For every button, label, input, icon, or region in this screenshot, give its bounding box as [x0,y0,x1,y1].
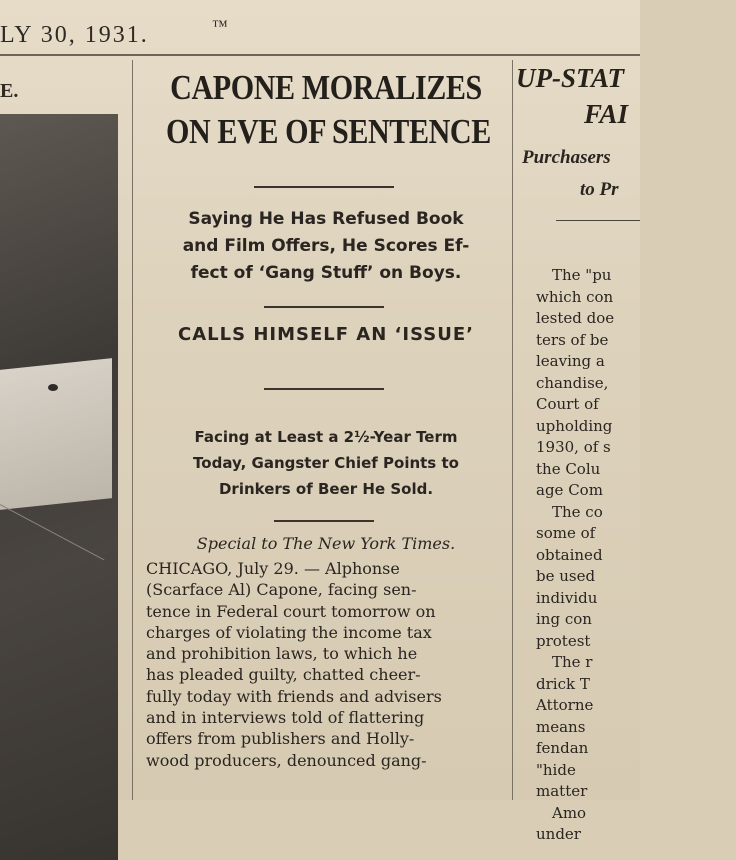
headline-line: ON EVE OF SENTENCE [166,112,491,151]
right-headline-line: UP-STAT [516,63,625,93]
right-body-line: individu [536,588,598,607]
news-photo [0,114,118,860]
right-deck-line: to Pr [580,179,619,200]
photo-detail [48,384,58,391]
dateline [0,8,640,48]
right-body-line: chandise, [536,373,609,392]
right-body-line: upholding [536,416,613,435]
deck-line: fect of ‘Gang Stuff’ on Boys. [190,263,462,283]
article-headline [166,66,491,154]
main-article [140,60,512,800]
right-body-line: The r [552,653,593,671]
body-line: wood producers, denounced gang- [146,750,427,770]
headline-line: CAPONE MORALIZES [170,68,482,107]
top-rule [0,54,640,56]
right-body-line: The co [552,502,603,521]
right-body-line: The "pu [552,266,612,284]
dateline-mark: ™ [212,18,230,35]
deck-line: Facing at Least a 2½-Year Term [194,428,458,446]
right-body-line: some of [536,524,596,542]
right-deck [522,142,722,206]
column-rule-left [132,60,133,800]
body-line: charges of violating the income tax [146,622,432,642]
right-body-line: obtained [536,545,603,564]
right-body-line: Amo [552,803,587,822]
right-body-line: leaving a [536,352,605,370]
left-column-fragment: E. [0,80,19,102]
article-body [146,558,508,771]
body-line: fully today with friends and advisers [146,686,442,706]
right-body-line: be used [536,567,596,585]
deck-line: Drinkers of Beer He Sold. [218,480,434,498]
right-body-line: the Colu [536,459,601,478]
article-deck-3 [140,424,512,502]
right-body-line: age Com [536,481,603,499]
right-headline-line: FAI [584,99,629,129]
deck-line: Today, Gangster Chief Points to [193,454,459,472]
body-line: and in interviews told of flattering [146,708,425,728]
right-headline [516,60,716,132]
right-section-rule [556,220,640,221]
left-column [0,60,135,800]
body-line: has pleaded guilty, chatted cheer- [146,665,421,685]
article-deck-2: CALLS HIMSELF AN ‘ISSUE’ [178,324,474,345]
article-deck-1 [140,206,512,287]
photo-highlight [0,358,112,510]
right-column [516,60,640,843]
deck-line: and Film Offers, He Scores Ef- [182,236,470,256]
right-body-line: Attorne [536,696,594,714]
right-body-line: ing con [536,610,592,628]
photo-line [0,504,104,560]
right-body-line: matter [536,782,588,800]
right-body-line: drick T [536,674,590,693]
section-rule [274,520,374,522]
right-body-line: "hide [536,760,576,779]
right-body-line: which con [536,287,614,306]
column-rule-right [512,60,513,800]
dateline-date: LY 30, 1931. [0,22,149,48]
body-line: (Scarface Al) Capone, facing sen- [146,580,417,600]
right-body-line: Court of [536,395,599,413]
article-byline: Special to The New York Times. [196,534,456,553]
right-body-line: ters of be [536,330,609,349]
right-body-line: means [536,717,586,736]
section-rule [264,306,384,308]
body-line: and prohibition laws, to which he [146,644,418,664]
right-deck-line: Purchasers [522,147,611,168]
section-rule [254,186,394,188]
section-rule [264,388,384,390]
body-line: tence in Federal court tomorrow on [146,601,436,621]
right-body-line: fendan [536,739,589,757]
right-body-line: lested doe [536,309,615,327]
right-body-line: protest [536,631,591,650]
deck-line: Saying He Has Refused Book [188,209,464,229]
right-body-line: 1930, of s [536,438,611,456]
right-body-line: under [536,825,581,843]
right-body [536,265,736,846]
body-line: CHICAGO, July 29. — Alphonse [146,559,400,578]
body-line: offers from publishers and Holly- [146,729,415,749]
